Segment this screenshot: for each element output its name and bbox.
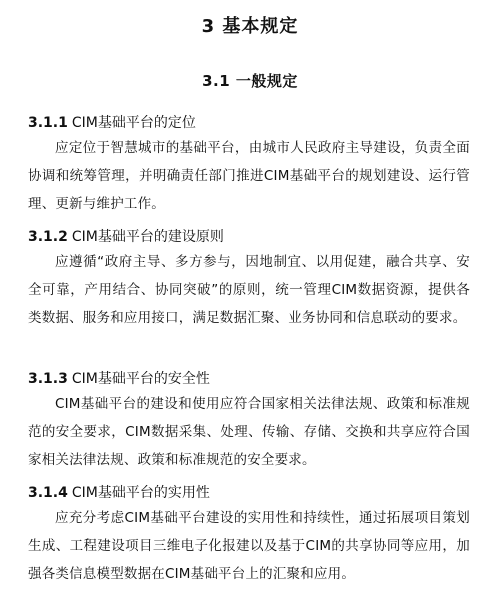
clause-body-3-1-1: 应定位于智慧城市的基础平台，由城市人民政府主导建设，负责全面协调和统筹管理，并明确责任部门推进CIM基础平台的规划建设、运行管理、更新与维护工作。: [28, 140, 470, 212]
clause-heading-3-1-1: [28, 112, 196, 132]
clause-heading-text: CIM基础平台的安全性: [71, 371, 210, 387]
clause-number: 3.1.2: [28, 229, 68, 245]
clause-body-3-1-3: CIM基础平台的建设和使用应符合国家相关法律法规、政策和标准规范的安全要求，CIM数据采集、处理、传输、存储、交换和共享应符合国家相关法律法规、政策和标准规范的安全要求。: [28, 396, 470, 468]
clause-heading-text: CIM基础平台的实用性: [71, 485, 210, 501]
clause-number: 3.1.4: [28, 485, 68, 501]
clause-body-3-1-4: 应充分考虑CIM基础平台建设的实用性和持续性，通过拓展项目策划生成、工程建设项目三维电子化报建以及基于CIM的共享协同等应用，加强各类信息模型数据在CIM基础平台上的汇聚和应用。: [28, 510, 470, 582]
clause-heading-3-1-2: [28, 226, 224, 246]
clause-body-3-1-2: 应遵循“政府主导、多方参与，因地制宜、以用促建，融合共享、安全可靠，产用结合、协同突破”的原则，统一管理CIM数据资源，提供各类数据、服务和应用接口，满足数据汇聚、业务协同和信息联动的要求。: [28, 254, 470, 326]
clause-number: 3.1.1: [28, 115, 68, 131]
clause-heading-text: CIM基础平台的建设原则: [71, 229, 224, 245]
clause-number: 3.1.3: [28, 371, 68, 387]
clause-heading-3-1-4: [28, 482, 210, 502]
clause-heading-3-1-3: [28, 368, 210, 388]
chapter-title: 3 基本规定: [201, 16, 299, 37]
clause-heading-text: CIM基础平台的定位: [71, 115, 196, 131]
section-title: 3.1 一般规定: [202, 72, 298, 90]
